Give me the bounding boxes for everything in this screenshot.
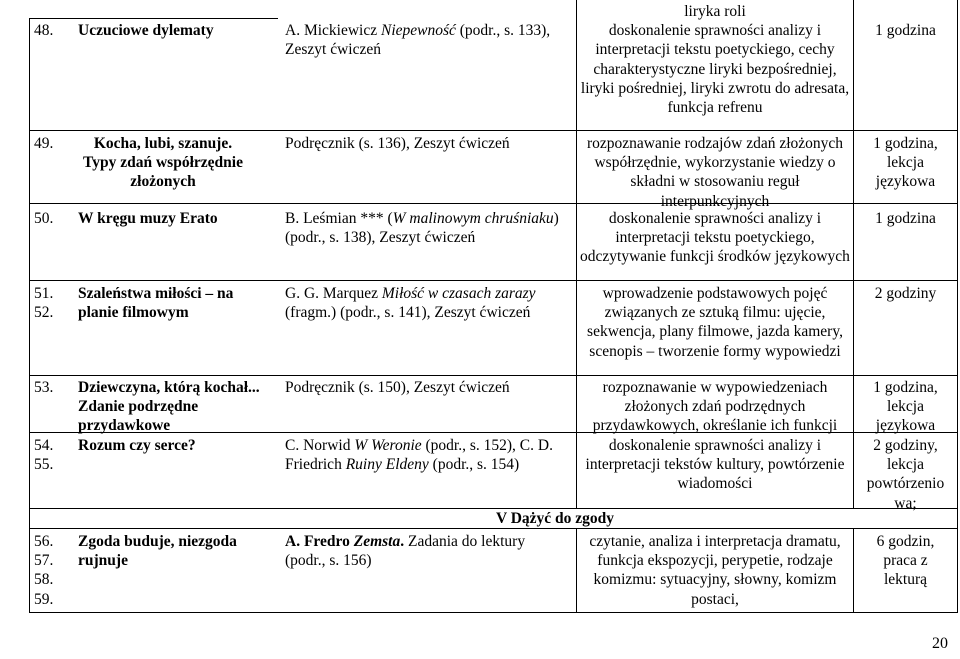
row-numbers: 50. <box>34 210 54 227</box>
row-numbers: 54. 55. <box>34 437 54 474</box>
row-hours: 1 godzina, lekcja językowa <box>873 379 938 435</box>
row-hours: 1 godzina <box>875 22 936 39</box>
row-border-54 <box>29 508 958 509</box>
row-hours: 6 godzin, praca z lekturą <box>876 533 935 589</box>
row-hours: 2 godziny <box>874 285 937 302</box>
row-source: A. Fredro Zemsta. Zadania do lektury (podr., s. 156) <box>285 533 526 570</box>
row-source: A. Mickiewicz Niepewność (podr., s. 133), Zeszyt ćwiczeń <box>285 22 551 59</box>
row-border-51 <box>29 375 958 376</box>
row-numbers: 53. <box>34 379 54 396</box>
row-border-50 <box>29 280 958 281</box>
col-divider-source-goal-lower <box>576 528 577 612</box>
row-goal: wprowadzenie podstawowych pojęć związanych ze sztuką filmu: ujęcie, sekwencja, plany filmowe, jazda kamery, scenopis – tworzenie formy wypowiedzi <box>587 285 843 360</box>
row-source: B. Leśmian *** (W malinowym chruśniaku) (podr., s. 138), Zeszyt ćwiczeń <box>285 210 559 247</box>
row-source: Podręcznik (s. 150), Zeszyt ćwiczeń <box>285 379 510 396</box>
row-numbers: 48. <box>34 22 54 39</box>
row-numbers: 49. <box>34 135 54 152</box>
row-source: Podręcznik (s. 136), Zeszyt ćwiczeń <box>285 135 510 152</box>
section-heading: V Dążyć do zgody <box>495 510 615 527</box>
row-topic: Zgoda buduje, niezgoda rujnuje <box>78 533 237 570</box>
row-border-bottom <box>29 612 958 613</box>
row-border-48 <box>29 130 958 131</box>
row-hours: 1 godzina, lekcja językowa <box>873 135 938 191</box>
row-goal: doskonalenie sprawności analizy i interpretacji tekstów kultury, powtórzenie wiadomości <box>585 437 845 493</box>
row-hours: 1 godzina <box>875 210 936 227</box>
row-numbers: 51. 52. <box>34 285 54 322</box>
page-number: 20 <box>932 635 948 652</box>
row-topic: Kocha, lubi, szanuje. Typy zdań współrzędnie złożonych <box>83 135 243 191</box>
row-goal: doskonalenie sprawności analizy i interpretacji tekstu poetyckiego, odczytywanie funkcji środków językowych <box>580 210 850 266</box>
row-topic: Dziewczyna, którą kochał... Zdanie podrzędne przydawkowe <box>78 379 260 435</box>
row-border-top <box>29 18 278 19</box>
row-goal: rozpoznawanie w wypowiedzeniach złożonych zdań podrzędnych przydawkowych, określanie ich funkcji <box>592 379 838 435</box>
row-goal: czytanie, analiza i interpretacja dramatu, funkcja ekspozycji, perypetie, rodzaje komizmu: sytuacyjny, słowny, komizm postaci, <box>589 533 841 608</box>
row-hours: 2 godziny, lekcja powtórzenio wa; <box>866 437 945 512</box>
row-source: G. G. Marquez Miłość w czasach zarazy (fragm.) (podr., s. 141), Zeszyt ćwiczeń <box>285 285 536 322</box>
row-topic: Rozum czy serce? <box>78 437 196 454</box>
row-topic: Szaleństwa miłości – na planie filmowym <box>78 285 234 322</box>
row-source: C. Norwid W Weronie (podr., s. 152), C. D. Friedrich Ruiny Eldeny (podr., s. 154) <box>285 437 553 474</box>
col-divider-goal-hours-lower <box>853 528 854 612</box>
row-topic: W kręgu muzy Erato <box>78 210 218 227</box>
table-border-left <box>29 18 30 612</box>
row-goal: rozpoznawanie rodzajów zdań złożonych współrzędnie, wykorzystanie wiedzy o składni w stosowaniu reguł interpunkcyjnych <box>586 135 844 210</box>
row-goal: liryka roli doskonalenie sprawności analizy i interpretacji tekstu poetyckiego, cechy charakterystyczne liryki bezpośredniej, liryki pośredniej, liryki zwrotu do adresata, funkcja refrenu <box>580 3 850 117</box>
row-numbers: 56. 57. 58. 59. <box>34 533 54 608</box>
table-border-right <box>957 0 958 612</box>
row-border-section <box>29 528 958 529</box>
row-topic: Uczuciowe dylematy <box>78 22 214 39</box>
